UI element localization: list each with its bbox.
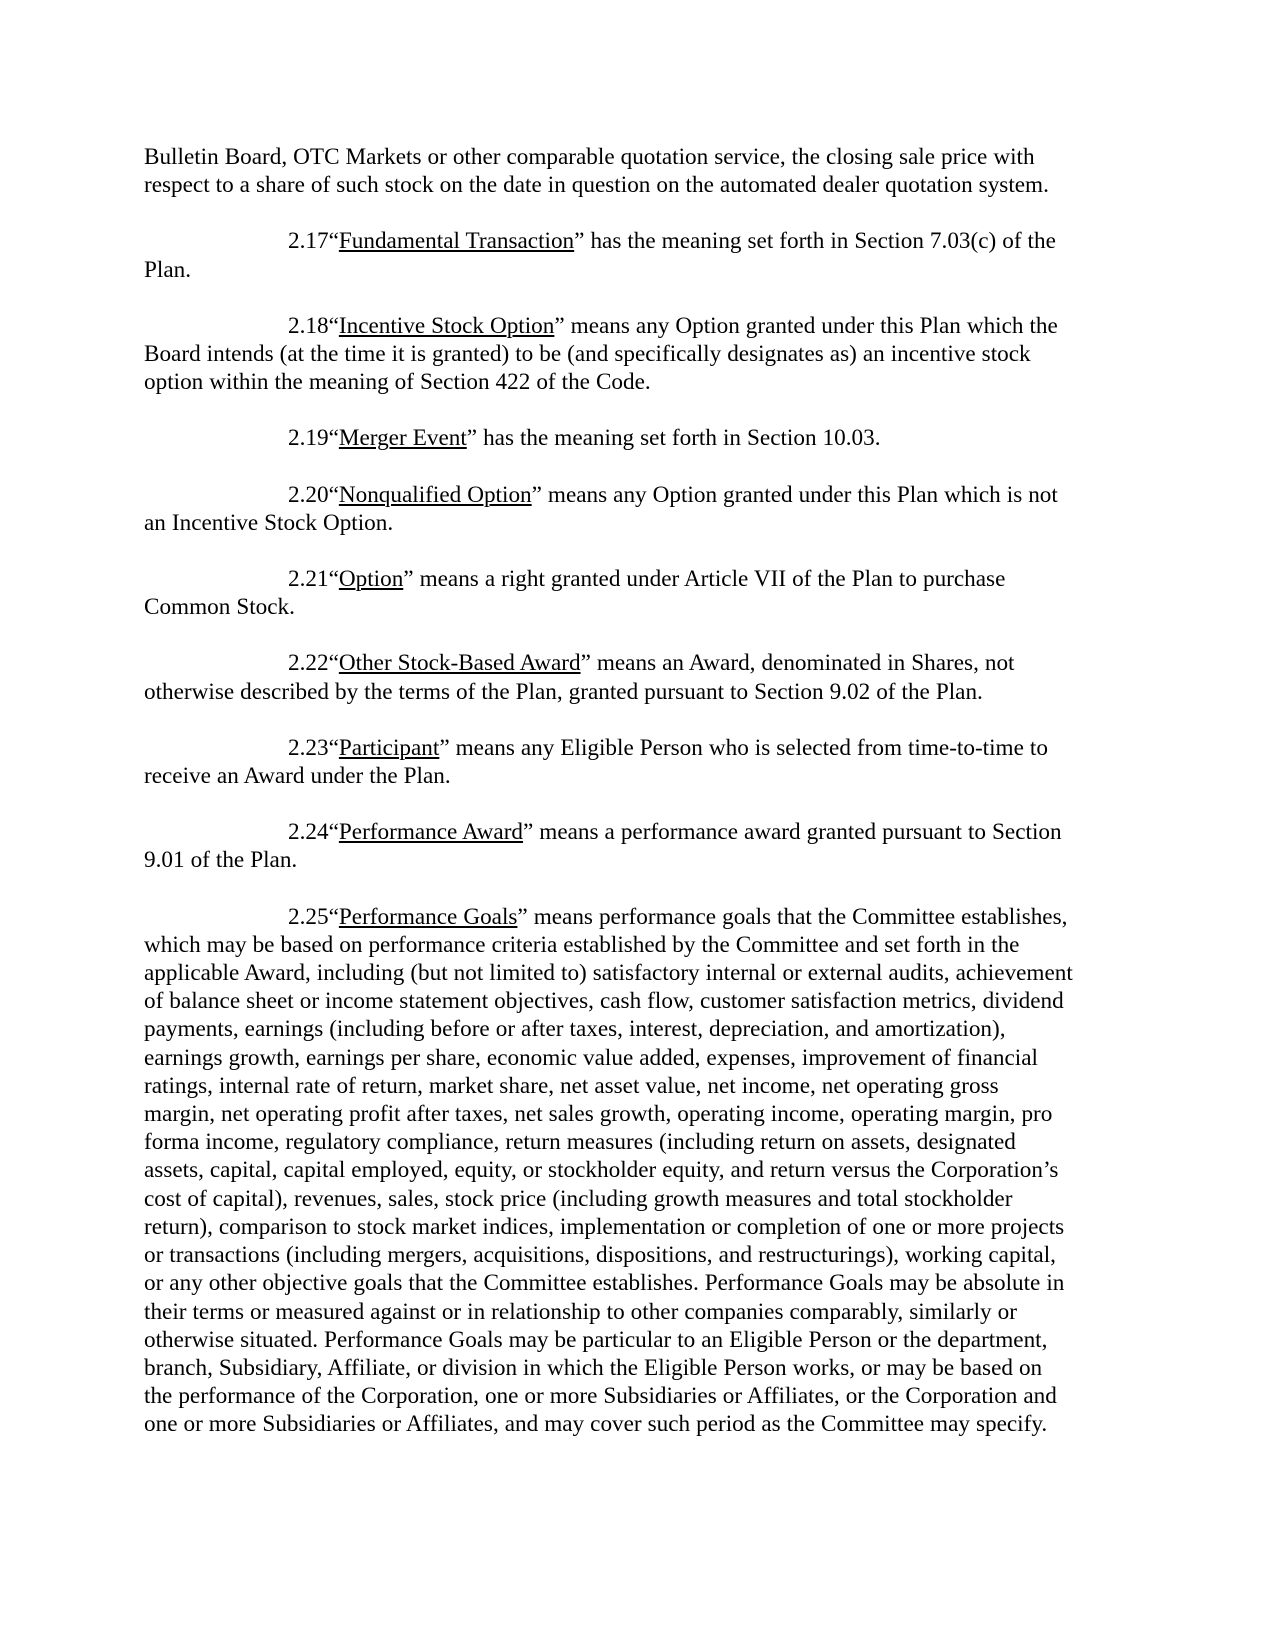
open-quote: “: [328, 650, 339, 677]
close-quote: ”: [517, 903, 528, 930]
paragraph-text: means a right granted under Article VII of the Plan to purchase Common Stock.: [144, 566, 1006, 621]
defined-term: Performance Award: [338, 819, 524, 846]
paragraph-text: means an Award, denominated in Shares, not otherwise described by the terms of the Plan, granted pursuant to Section 9.02 of the Plan.: [144, 650, 1015, 705]
close-quote: ”: [523, 819, 534, 846]
paragraph-text: Bulletin Board, OTC Markets or other comparable quotation service, the closing sale price with respect to a share of such stock on the date in question on the automated dealer quotation system.: [144, 144, 1049, 199]
defined-term: Nonqualified Option: [338, 481, 532, 508]
document-text-column: [144, 143, 1074, 1439]
paragraph-text: means any Option granted under this Plan which is not an Incentive Stock Option.: [144, 481, 1058, 536]
open-quote: “: [328, 903, 339, 930]
section-paragraph: [144, 734, 1074, 790]
close-quote: ”: [531, 481, 542, 508]
defined-term: Merger Event: [338, 425, 467, 452]
paragraph-text: means any Eligible Person who is selected from time-to-time to receive an Award under the Plan.: [144, 734, 1048, 790]
section-paragraph: [144, 818, 1074, 874]
paragraph-text: has the meaning set forth in Section 10.03.: [477, 425, 881, 452]
section-paragraph: [144, 227, 1074, 283]
section-number: 2.20: [288, 481, 329, 508]
open-quote: “: [328, 566, 339, 593]
section-paragraph: [144, 312, 1074, 397]
defined-term: Incentive Stock Option: [338, 312, 555, 339]
section-number: 2.21: [288, 566, 329, 593]
section-paragraph: [144, 903, 1074, 1439]
section-number: 2.17: [288, 228, 329, 255]
paragraph-text: means a performance award granted pursuant to Section 9.01 of the Plan.: [144, 819, 1062, 874]
section-number: 2.22: [288, 650, 329, 677]
section-paragraph: [144, 424, 1074, 452]
section-number: 2.25: [288, 903, 329, 930]
section-paragraph: [144, 649, 1074, 705]
close-quote: ”: [580, 650, 591, 677]
open-quote: “: [328, 312, 339, 339]
open-quote: “: [328, 734, 339, 761]
defined-term: Fundamental Transaction: [338, 228, 575, 255]
section-paragraph: [144, 481, 1074, 537]
close-quote: ”: [403, 566, 414, 593]
section-paragraph: [144, 565, 1074, 621]
paragraph-text: means performance goals that the Committee establishes, which may be based on performance criteria established by the Committee and set forth in the applicable Award, including (but not limited to) satisfactory internal or external audits, achievement of balance sheet or income statement objectives, cash flow, customer satisfaction metrics, dividend payments, earnings (including before or after taxes, interest, depreciation, and amortization), earnings growth, earnings per share, economic value added, expenses, improvement of financial ratings, internal rate of return, market share, net asset value, net income, net operating gross margin, net operating profit after taxes, net sales growth, operating income, operating margin, pro forma income, regulatory compliance, return measures (including return on assets, designated assets, capital, capital employed, equity, or stockholder equity, and return versus the Corporation’s cost of capital), revenues, sales, stock price (including growth measures and total stockholder return), comparison to stock market indices, implementation or completion of one or more projects or transactions (including mergers, acquisitions, dispositions, and restructurings), working capital, or any other objective goals that the Committee establishes. Performance Goals may be absolute in their terms or measured against or in relationship to other companies comparably, similarly or otherwise situated. Performance Goals may be particular to an Eligible Person or the department, branch, Subsidiary, Affiliate, or division in which the Eligible Person works, or may be based on the performance of the Corporation, one or more Subsidiaries or Affiliates, or the Corporation and one or more Subsidiaries or Affiliates, and may cover such period as the Committee may specify.: [144, 903, 1073, 1438]
close-quote: ”: [439, 734, 450, 761]
section-number: 2.24: [288, 819, 329, 846]
close-quote: ”: [554, 312, 565, 339]
close-quote: ”: [466, 425, 478, 452]
open-quote: “: [328, 425, 339, 452]
open-quote: “: [328, 228, 339, 255]
paragraph-text: means any Option granted under this Plan which the Board intends (at the time it is granted) to be (and specifically designates as) an incentive stock option within the meaning of Section 422 of the Code.: [144, 312, 1058, 396]
continuation-paragraph: [144, 143, 1074, 199]
defined-term: Participant: [338, 734, 440, 761]
section-number: 2.19: [288, 425, 329, 452]
paragraph-text: has the meaning set forth in Section 7.03(c) of the Plan.: [144, 228, 1056, 283]
defined-term: Other Stock-Based Award: [338, 650, 581, 677]
defined-term: Performance Goals: [338, 903, 518, 930]
close-quote: ”: [574, 228, 585, 255]
section-number: 2.18: [288, 312, 329, 339]
open-quote: “: [328, 481, 339, 508]
defined-term: Option: [338, 566, 404, 593]
open-quote: “: [328, 819, 339, 846]
section-number: 2.23: [288, 734, 329, 761]
